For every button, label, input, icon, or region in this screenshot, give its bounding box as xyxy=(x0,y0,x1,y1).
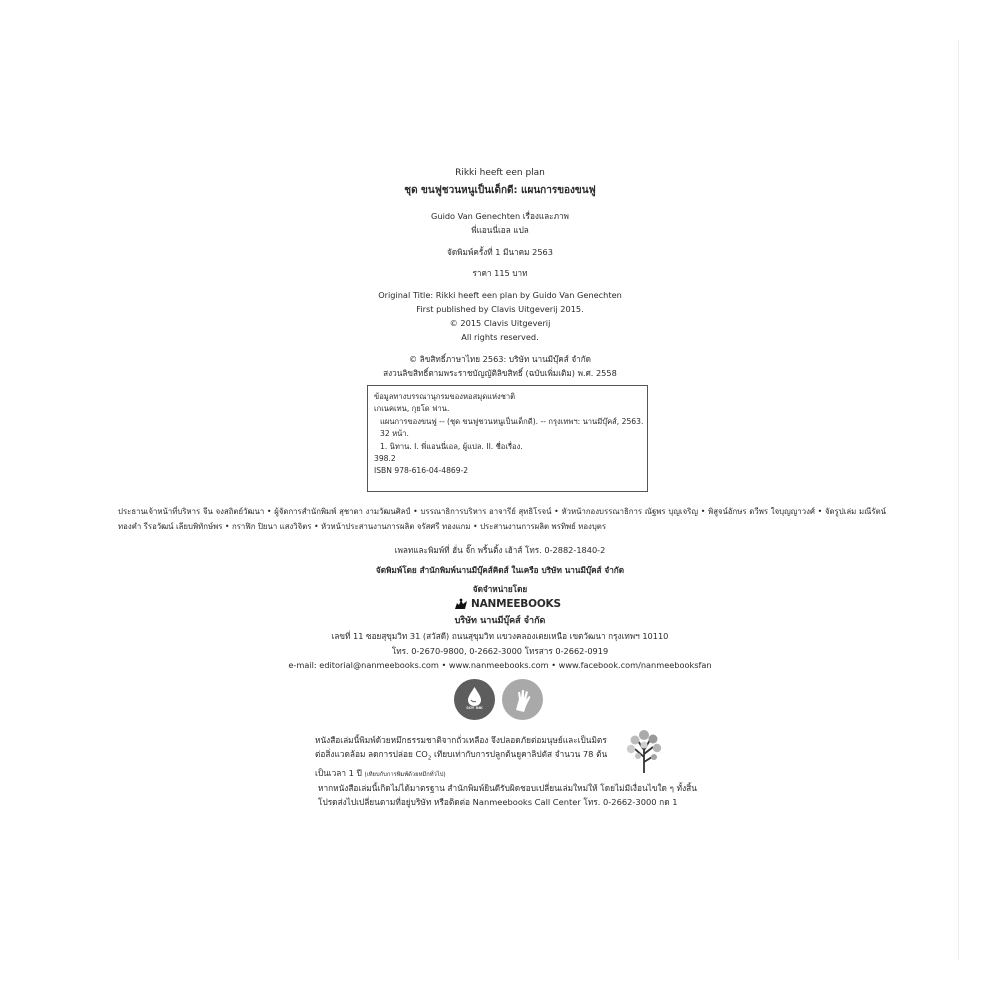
cip-isbn: ISBN 978-616-04-4869-2 xyxy=(374,466,469,476)
company-name: บริษัท นานมีบุ๊คส์ จำกัด xyxy=(454,616,546,626)
cip-author: เกเนคเทน, กุยโด ฟาน. xyxy=(374,404,450,414)
author-credit: Guido Van Genechten เรื่องและภาพ xyxy=(431,211,569,221)
distributor-label: จัดจำหน่ายโดย xyxy=(472,584,528,594)
thai-rights-line: สงวนลิขสิทธิ์ตามพระราชบัญญัติลิขสิทธิ์ (ฉบับเพิ่มเติม) พ.ศ. 2558 xyxy=(383,368,617,378)
eco-statement xyxy=(315,733,615,782)
eco-note: (เทียบกับการพิมพ์ด้วยหมึกทั่วไป) xyxy=(364,771,446,778)
rights-line: Original Title: Rikki heeft een plan by Guido Van Genechten xyxy=(378,290,622,300)
hand-plant-icon xyxy=(502,679,543,720)
printer-line: เพลทและพิมพ์ที่ ฮั่น จั๊ก พริ้นติ้ง เฮ้าส์ โทร. 0-2882-1840-2 xyxy=(394,545,606,555)
notice-line: โปรดส่งไปเปลี่ยนตามที่อยู่บริษัท หรือติดต่อ Nanmeebooks Call Center โทร. 0-2662-3000 กด 1 xyxy=(318,796,678,807)
badge-label: SOY INK xyxy=(466,706,483,710)
thai-rights-line: © ลิขสิทธิ์ภาษาไทย 2563: บริษัท นานมีบุ๊คส์ จำกัด xyxy=(408,354,592,364)
cip-pages: 32 หน้า. xyxy=(380,429,409,439)
rights-line: © 2015 Clavis Uitgeverij xyxy=(449,318,551,328)
edition-line: จัดพิมพ์ครั้งที่ 1 มีนาคม 2563 xyxy=(447,247,553,257)
ink-drop-icon xyxy=(454,679,495,720)
dragon-icon xyxy=(454,598,468,610)
eco-text: หนังสือเล่มนี้พิมพ์ด้วยหมึกธรรมชาติจากถั่วเหลือง จึงปลอดภัยต่อมนุษย์และเป็นมิตรต่อสิ่งแวดล้อม ลดการปล่อย CO xyxy=(315,735,607,759)
logo-text: NANMEEBOOKS xyxy=(471,598,561,610)
translator-credit: พี่แอนนี่เอล แปล xyxy=(471,225,529,235)
cip-title: แผนการของขนฟู -- (ชุด ขนฟูชวนหนูเป็นเด็กดี). -- กรุงเทพฯ: นานมีบุ๊คส์, 2563. xyxy=(380,416,644,426)
price-line: ราคา 115 บาท xyxy=(472,268,528,278)
notice-line: หากหนังสือเล่มนี้เกิดไม่ได้มาตรฐาน สำนักพิมพ์ยินดีรับผิดชอบเปลี่ยนเล่มใหม่ให้ โดยไม่มีเงื่อนไขใด ๆ ทั้งสิ้น xyxy=(318,783,697,793)
cip-subjects: 1. นิทาน. I. พี่แอนนี่เอล, ผู้แปล. II. ชื่อเรื่อง. xyxy=(380,441,523,451)
cip-class-number: 398.2 xyxy=(374,454,396,464)
cip-box xyxy=(367,385,648,492)
staff-credits: ประธานเจ้าหน้าที่บริหาร จีน จงสถิตย์วัฒนา • ผู้จัดการสำนักพิมพ์ สุชาดา งามวัฒนศิลป์ • บรรณาธิการบริหาร อาจารีย์ สุทธิโรจน์ • หัวหน้ากองบรรณาธิการ ณัฐพร บุญเจริญ • พิสูจน์อักษร ดวีพร ใจบุญญาวงศ์ • จัดรูปเล่ม มณีรัตน์ ทองคำ รีรอวัฒน์ เลียบพิทักษ์พร • กราฟิก ปิยนา แสงวิจิตร • หัวหน้าประสานงานการผลิต จรัสศรี ทองแกม • ประสานงานการผลิต พรทิพย์ ทองบุตร xyxy=(118,507,886,531)
book-title: ชุด ขนฟูชวนหนูเป็นเด็กดี: แผนการของขนฟู xyxy=(404,185,596,196)
company-phone: โทร. 0-2670-9800, 0-2662-3000 โทรสาร 0-2662-0919 xyxy=(391,646,609,656)
eco-text-cont: เทียบเท่ากับการปลูกต้นยูคาลิปตัส จำนวน 78 ต้น เป็นเวลา 1 ปี xyxy=(315,749,608,778)
original-title: Rikki heeft een plan xyxy=(455,168,545,178)
co2-subscript: 2 xyxy=(427,755,432,762)
soy-ink-badge xyxy=(454,679,495,720)
cip-heading: ข้อมูลทางบรรณานุกรมของหอสมุดแห่งชาติ xyxy=(374,392,516,401)
replacement-notice xyxy=(318,782,718,809)
company-contacts: e-mail: editorial@nanmeebooks.com • www.nanmeebooks.com • www.facebook.com/nanmeebooksfan xyxy=(288,660,712,670)
rights-line: All rights reserved. xyxy=(461,332,539,342)
rights-line: First published by Clavis Uitgeverij 2015. xyxy=(416,304,584,314)
eco-hand-badge xyxy=(502,679,543,720)
publisher-line: จัดพิมพ์โดย สำนักพิมพ์นานมีบุ๊คส์คิดส์ ในเครือ บริษัท นานมีบุ๊คส์ จำกัด xyxy=(375,565,625,575)
company-address: เลขที่ 11 ซอยสุขุมวิท 31 (สวัสดี) ถนนสุขุมวิท แขวงคลองเตยเหนือ เขตวัฒนา กรุงเทพฯ 10110 xyxy=(331,631,669,641)
nanmeebooks-logo xyxy=(454,598,561,610)
page-edge-line xyxy=(958,40,959,960)
tree-icon xyxy=(622,726,666,774)
